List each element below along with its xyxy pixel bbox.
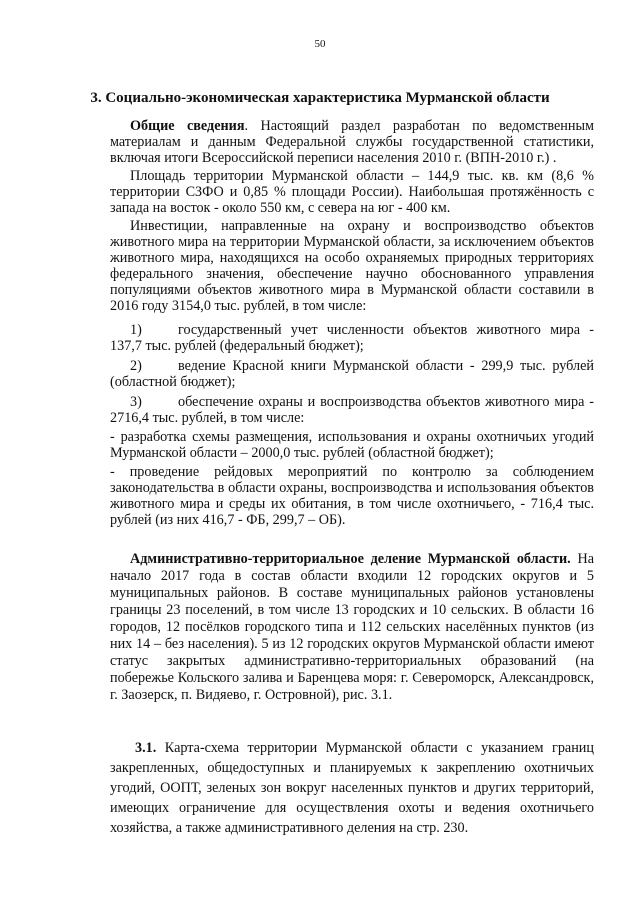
list-item-number: 1) bbox=[130, 322, 142, 338]
list-item-text: государственный учет численности объектов животного мира - 137,7 тыс. рублей (федеральный бюджет); bbox=[110, 322, 594, 354]
list-item-1 bbox=[110, 322, 594, 354]
list-item-text: ведение Красной книги Мурманской области - 299,9 тыс. рублей (областной бюджет); bbox=[110, 358, 594, 390]
area-paragraph: Площадь территории Мурманской области – 144,9 тыс. кв. км (8,6 % территории СЗФО и 0,85 % площади России). Наибольшая протяжённость с запада на восток - около 550 км, с севера на юг - 400 км. bbox=[110, 168, 594, 216]
sub-item-2: - проведение рейдовых мероприятий по контролю за соблюдением законодательства в области охраны, воспроизводства и использования объектов животного мира и среды их обитания, в том числе охотничьего, - 716,4 тыс. рублей (из них 416,7 - ФБ, 299,7 – ОБ). bbox=[110, 464, 594, 528]
figure-caption-text: Карта-схема территории Мурманской области с указанием границ закрепленных, общедоступных и планируемых к закреплению охотничьих угодий, ООПТ, зеленых зон вокруг населенных пунктов и других территорий, имеющих ограничение для осуществления охоты и ведения охотничьего хозяйства, а также административного деления на стр. 230. bbox=[110, 740, 594, 836]
figure-caption-number: 3.1. bbox=[135, 740, 157, 756]
list-item-3 bbox=[110, 394, 594, 426]
general-heading: Общие сведения bbox=[130, 118, 245, 134]
general-p1-text: . Настоящий раздел разработан по ведомственным материалам и данным Федеральной службы государственной статистики, включая итоги Всероссийской переписи населения 2010 г. (ВПН-2010 г.) . bbox=[110, 118, 594, 166]
admin-text: На начало 2017 года в состав области входили 12 городских округов и 5 муниципальных районов. В составе муниципальных районов установлены границы 23 поселений, в том числе 13 городских и 10 сельских. В области 16 городов, 12 посёлков городского типа и 112 сельских населённых пунктов (из них 14 – без населения). 5 из 12 городских округов Мурманской области имеют статус закрытых административно-территориальных образований (на побережье Кольского залива и Баренцева моря: г. Североморск, Александровск, г. Заозерск, п. Видяево, г. Островной), рис. 3.1. bbox=[110, 551, 595, 703]
section-title: 3. Социально-экономическая характеристика Мурманской области bbox=[90, 90, 550, 106]
sub-item-1: - разработка схемы размещения, использования и охраны охотничьих угодий Мурманской области – 2000,0 тыс. рублей (областной бюджет); bbox=[110, 429, 594, 461]
list-item-number: 2) bbox=[130, 358, 142, 374]
list-item-text: обеспечение охраны и воспроизводства объектов животного мира - 2716,4 тыс. рублей, в том числе: bbox=[110, 394, 594, 426]
investment-paragraph: Инвестиции, направленные на охрану и воспроизводство объектов животного мира на территории Мурманской области, за исключением объектов животного мира, находящихся на особо охраняемых природных территориях федерального значения, обеспечение научно обоснованного управления популяциями объектов животного мира в Мурманской области составили в 2016 году 3154,0 тыс. рублей, в том числе: bbox=[110, 218, 594, 314]
general-paragraph-1 bbox=[110, 118, 594, 166]
figure-caption bbox=[110, 738, 594, 838]
page-number: 50 bbox=[314, 38, 326, 50]
admin-heading: Административно-территориальное деление Мурманской области. bbox=[130, 551, 571, 567]
list-item-2 bbox=[110, 358, 594, 390]
admin-paragraph bbox=[110, 551, 594, 704]
list-item-number: 3) bbox=[130, 394, 142, 410]
